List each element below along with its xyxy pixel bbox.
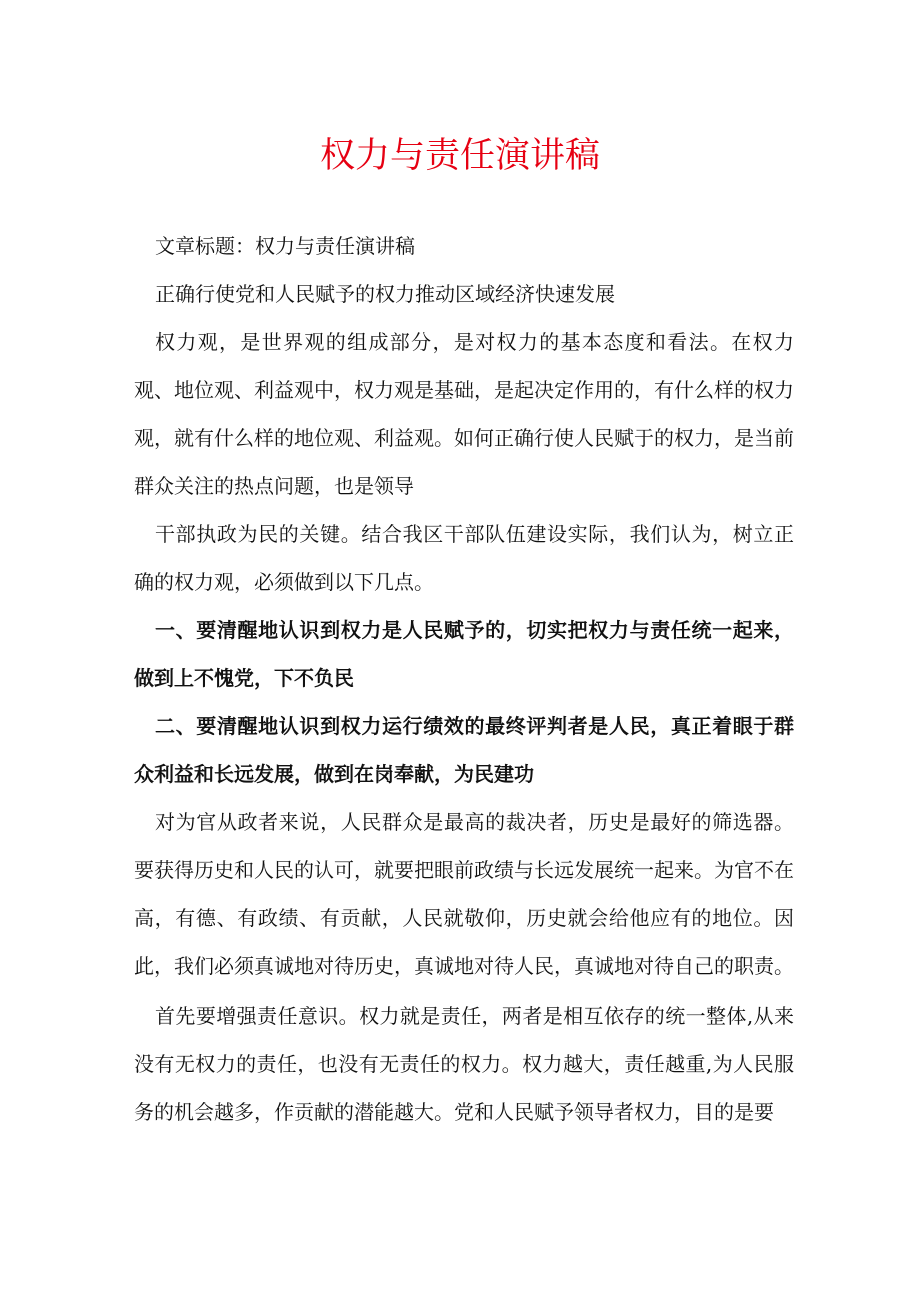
paragraph-power-view: 权力观，是世界观的组成部分，是对权力的基本态度和看法。在权力观、地位观、利益观中，权力观是基础，是起决定作用的，有什么样的权力观，就有什么样的地位观、利益观。如何正确行使人民赋于的权力，是当前群众关注的热点问题，也是领导	[134, 330, 794, 498]
document-body	[134, 222, 794, 1136]
paragraph-cadre-key: 干部执政为民的关键。结合我区干部队伍建设实际，我们认为，树立正确的权力观，必须做到以下几点。	[134, 522, 794, 594]
document-title: 权力与责任演讲稿	[319, 136, 600, 176]
heading-point-two: 二、要清醒地认识到权力运行绩效的最终评判者是人民，真正着眼于群众利益和长远发展，做到在岗奉献，为民建功	[134, 714, 794, 786]
paragraph-officials: 对为官从政者来说，人民群众是最高的裁决者，历史是最好的筛选器。要获得历史和人民的认可，就要把眼前政绩与长远发展统一起来。为官不在高，有德、有政绩、有贡献，人民就敬仰，历史就会给他应有的地位。因此，我们必须真诚地对待历史，真诚地对待人民，真诚地对待自己的职责。	[134, 810, 794, 978]
subtitle-line: 正确行使党和人民赋予的权力推动区域经济快速发展	[155, 282, 615, 306]
paragraph-responsibility: 首先要增强责任意识。权力就是责任，两者是相互依存的统一整体,从来没有无权力的责任，也没有无责任的权力。权力越大，责任越重,为人民服务的机会越多，作贡献的潜能越大。党和人民赋予领导者权力，目的是要	[134, 1004, 794, 1124]
heading-point-one: 一、要清醒地认识到权力是人民赋予的，切实把权力与责任统一起来，做到上不愧党，下不负民	[134, 618, 794, 690]
article-title-line: 文章标题：权力与责任演讲稿	[155, 234, 415, 258]
